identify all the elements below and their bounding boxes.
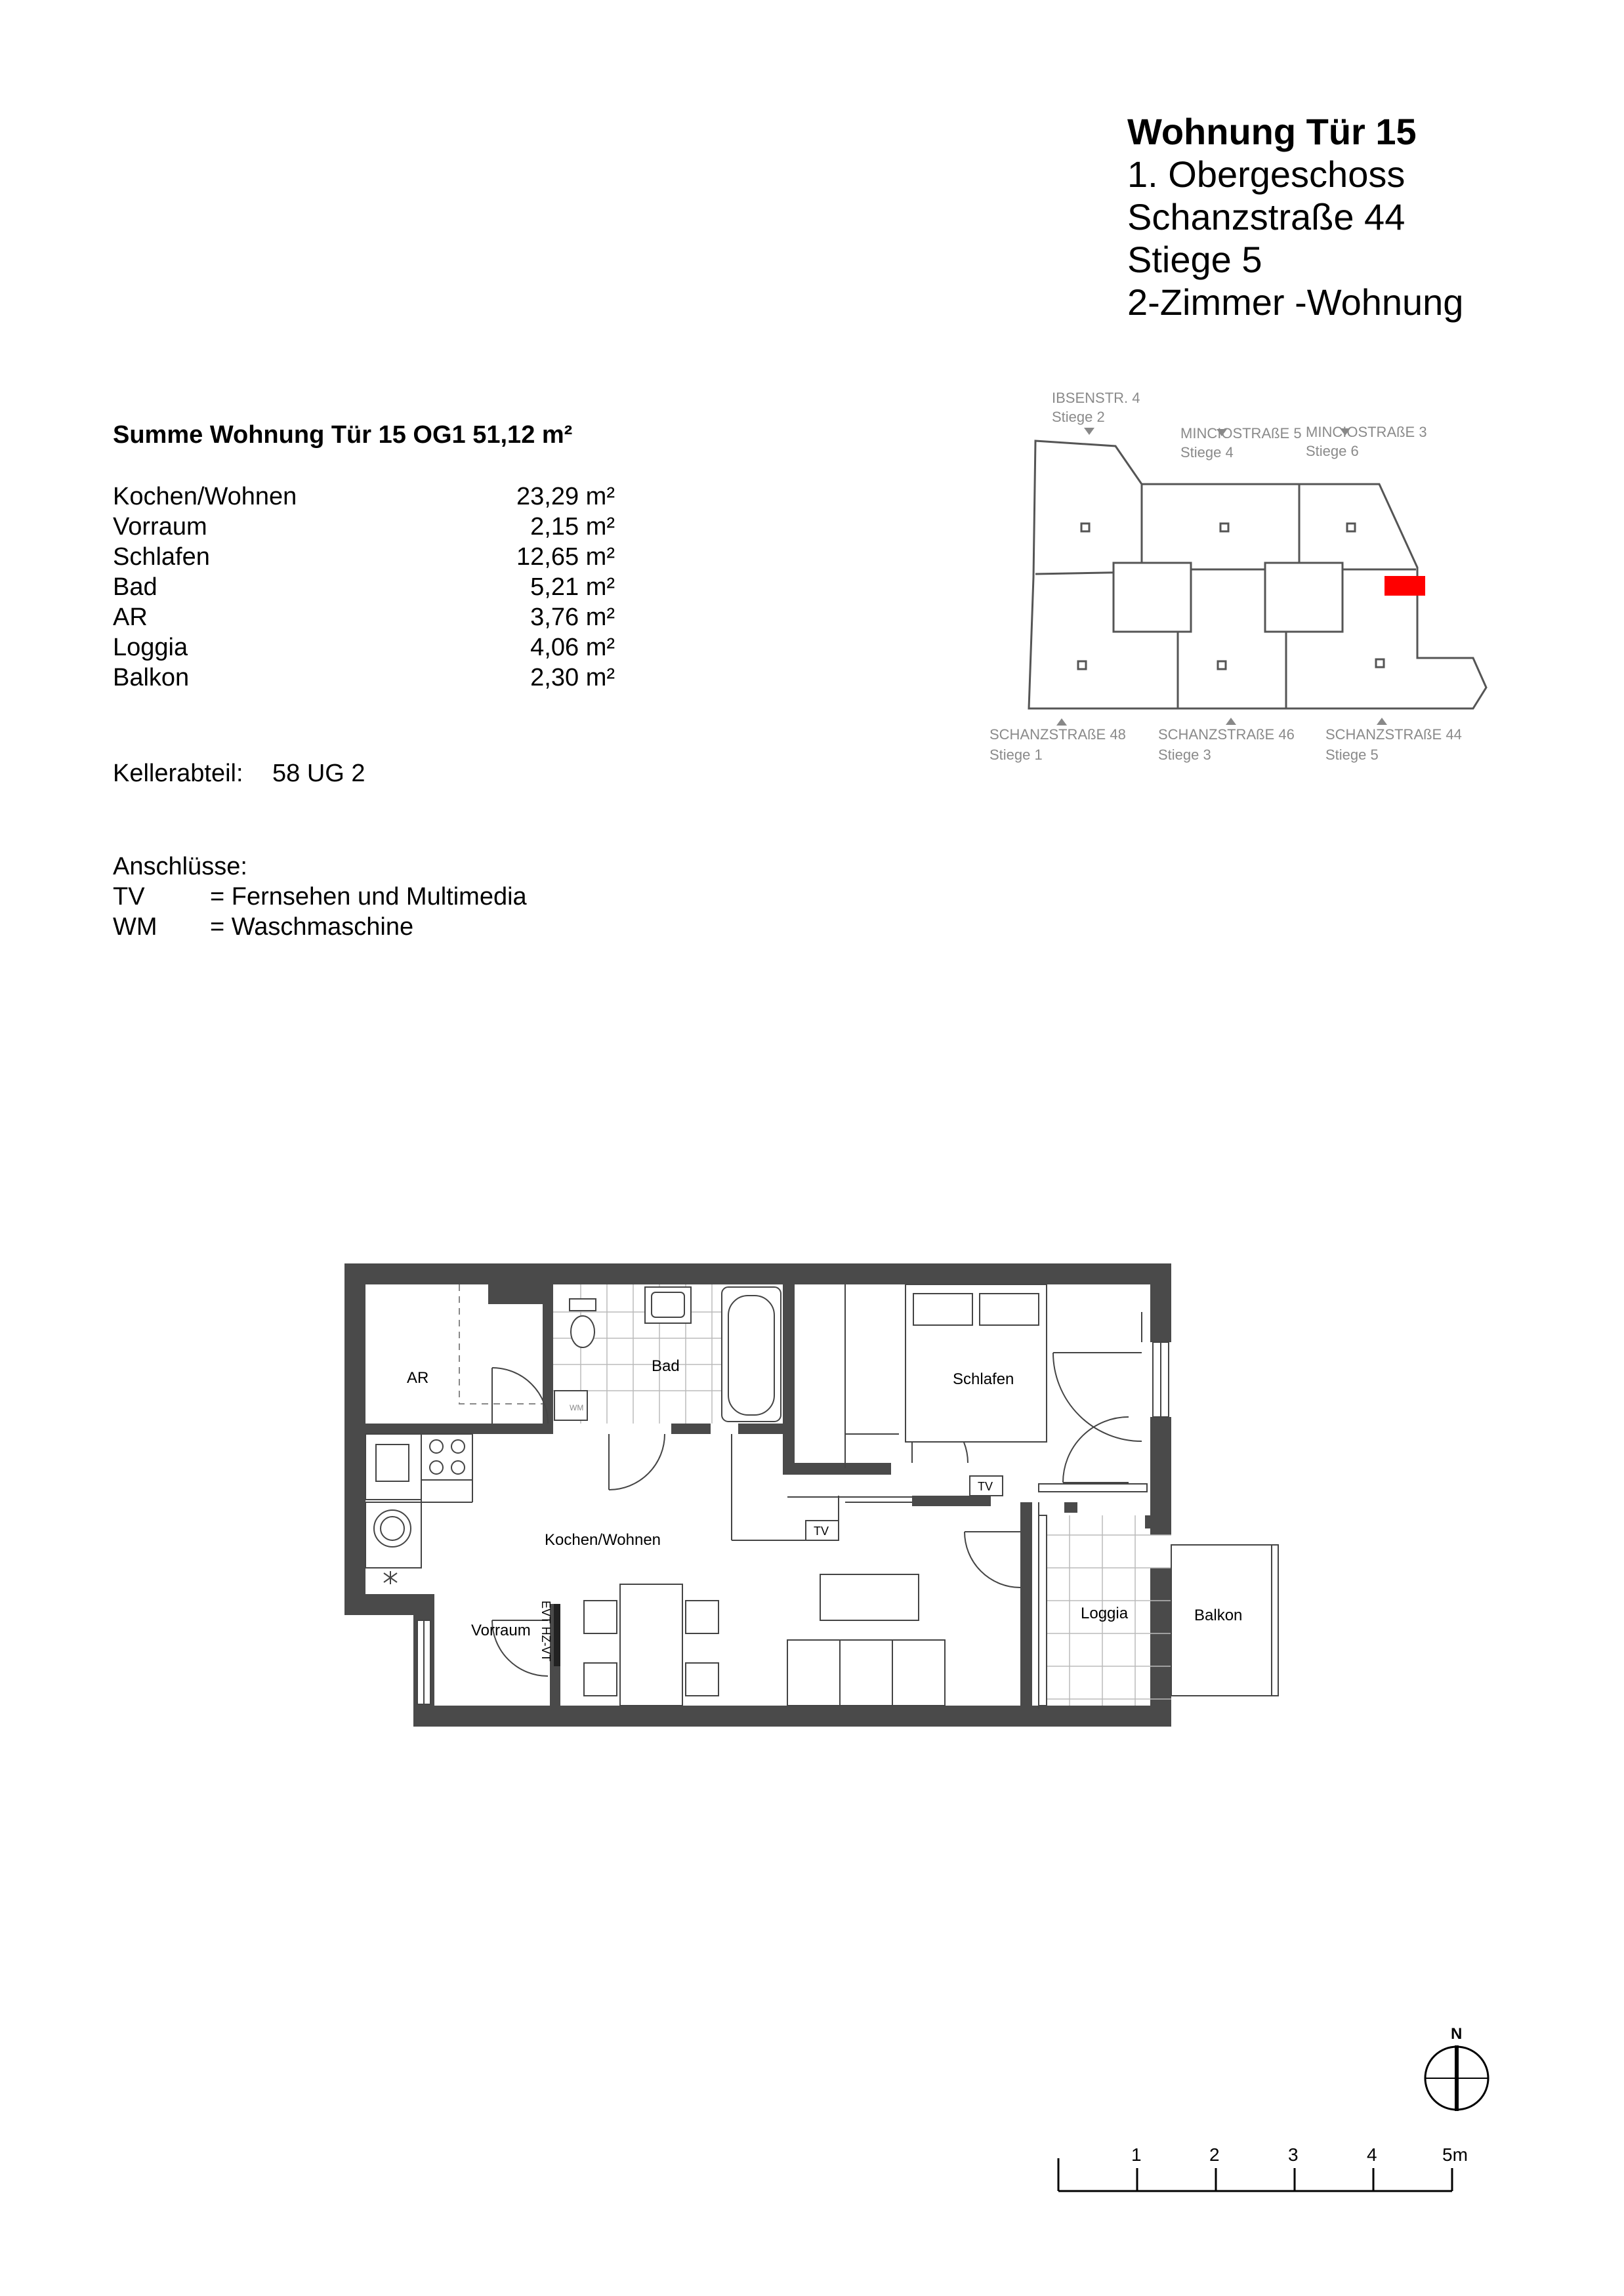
staircase-label: Stiege 5 <box>1127 239 1262 280</box>
entrance-stair: Stiege 3 <box>1158 747 1211 763</box>
wm-label: WM <box>570 1403 584 1412</box>
scale-bar <box>1058 2158 1452 2191</box>
connection-desc: = Fernsehen und Multimedia <box>210 883 527 911</box>
entrance-stair: Stiege 4 <box>1180 444 1234 461</box>
floor-label: 1. Obergeschoss <box>1127 154 1405 195</box>
north-label: N <box>1451 2025 1463 2043</box>
entrance-street: MINCIOSTRAßE 3 <box>1306 424 1427 440</box>
scale-tick-label: 3 <box>1288 2144 1299 2165</box>
room-area: 4,06 m² <box>530 634 615 661</box>
scale-tick-label: 4 <box>1367 2144 1377 2165</box>
connections-title: Anschlüsse: <box>113 853 247 880</box>
room-label-schlafen: Schlafen <box>953 1370 1014 1388</box>
tv-label: TV <box>814 1525 829 1538</box>
room-label-vorraum: Vorraum <box>471 1622 531 1639</box>
connection-code: WM <box>113 913 157 941</box>
room-area: 2,15 m² <box>530 513 615 541</box>
room-area: 3,76 m² <box>530 604 615 631</box>
room-name: AR <box>113 604 148 631</box>
room-name: Kochen/Wohnen <box>113 483 297 510</box>
room-name: Loggia <box>113 634 188 661</box>
entrance-stair: Stiege 6 <box>1306 443 1359 459</box>
connection-code: TV <box>113 883 145 911</box>
tv-label: TV <box>978 1480 993 1493</box>
room-area: 5,21 m² <box>530 573 615 601</box>
room-area: 12,65 m² <box>516 543 615 571</box>
storage-label: Kellerabteil: <box>113 760 243 787</box>
north-arrow-icon <box>1425 2025 1488 2111</box>
storage-value: 58 UG 2 <box>272 760 365 787</box>
apartment-title: Wohnung Tür 15 <box>1127 111 1417 152</box>
entrance-street: SCHANZSTRAßE 46 <box>1158 726 1295 743</box>
room-name: Bad <box>113 573 157 601</box>
evt-label: EVT HZ-VT <box>539 1601 552 1662</box>
apartment-type: 2-Zimmer -Wohnung <box>1127 281 1464 323</box>
room-label-bad: Bad <box>652 1357 680 1375</box>
room-area: 23,29 m² <box>516 483 615 510</box>
scale-tick-label: 5m <box>1442 2144 1468 2165</box>
scale-tick-label: 1 <box>1131 2144 1142 2165</box>
room-label-kochen-wohnen: Kochen/Wohnen <box>545 1531 661 1549</box>
room-name: Balkon <box>113 664 190 691</box>
entrance-street: MINCIOSTRAßE 5 <box>1180 425 1302 441</box>
room-label-loggia: Loggia <box>1081 1605 1129 1622</box>
entrance-street: IBSENSTR. 4 <box>1052 390 1140 406</box>
entrance-stair: Stiege 5 <box>1325 747 1379 763</box>
address-label: Schanzstraße 44 <box>1127 196 1405 237</box>
scale-tick-label: 2 <box>1209 2144 1220 2165</box>
room-name: Vorraum <box>113 513 207 541</box>
room-area: 2,30 m² <box>530 664 615 691</box>
room-label-ar: AR <box>407 1369 429 1387</box>
area-summary-title: Summe Wohnung Tür 15 OG1 51,12 m² <box>113 421 573 449</box>
entrance-stair: Stiege 1 <box>989 747 1043 763</box>
entrance-stair: Stiege 2 <box>1052 409 1105 425</box>
entrance-street: SCHANZSTRAßE 44 <box>1325 726 1462 743</box>
entrance-street: SCHANZSTRAßE 48 <box>989 726 1126 743</box>
room-label-balkon: Balkon <box>1194 1607 1243 1624</box>
connection-desc: = Waschmaschine <box>210 913 414 941</box>
room-name: Schlafen <box>113 543 210 571</box>
